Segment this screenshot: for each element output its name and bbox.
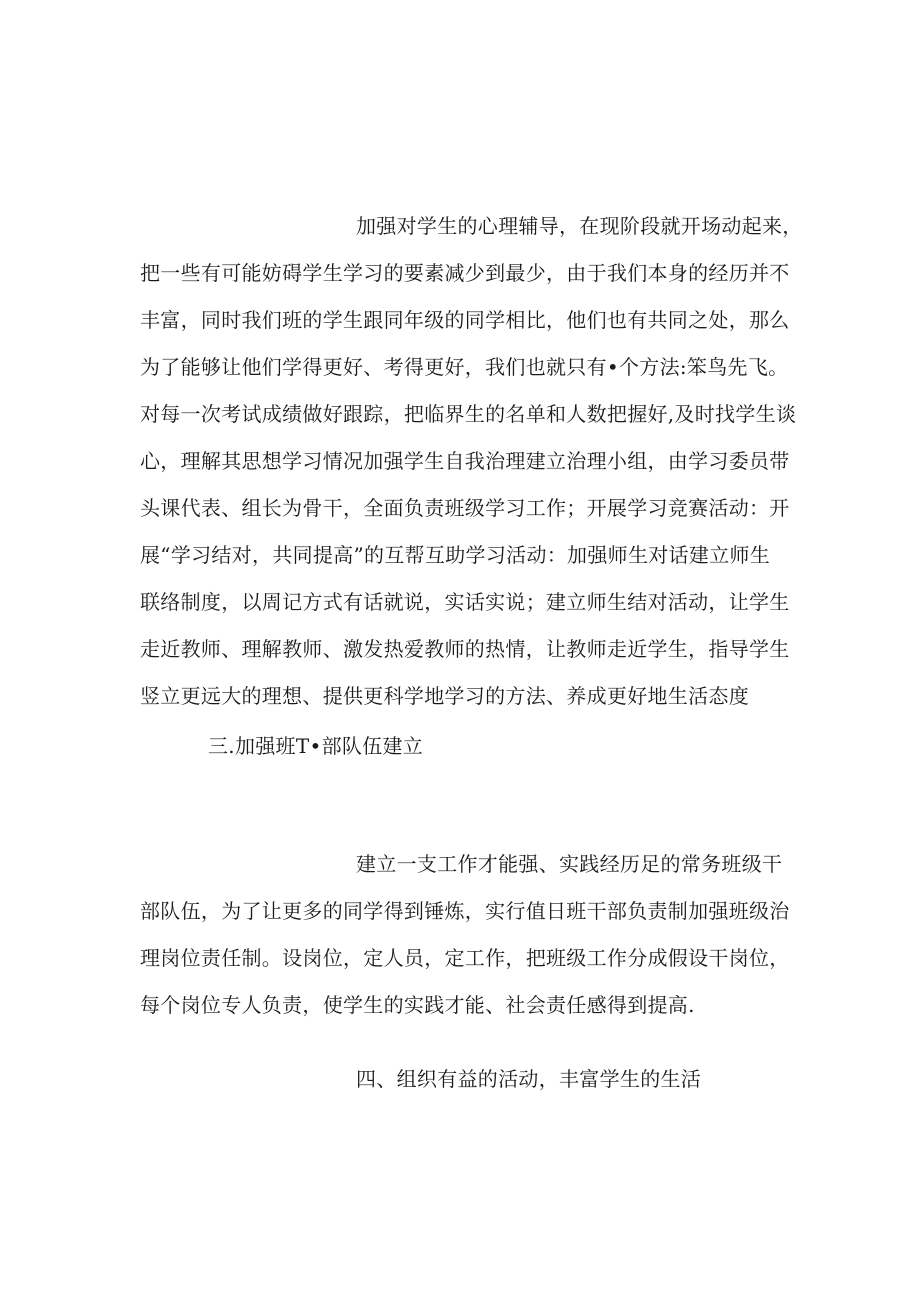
paragraph-1-line-6: 心，理解其思想学习情况加强学生自我治理建立治理小组，由学习委员带 [140, 449, 790, 473]
paragraph-2-line-2: 部队伍，为了让更多的同学得到锤炼，实行值日班干部负责制加强班级治 [140, 899, 790, 923]
paragraph-1-line-4: 为了能够让他们学得更好、考得更好，我们也就只有•个方法:笨鸟先飞。 [140, 355, 789, 379]
paragraph-1-line-7: 头课代表、组长为骨干，全面负责班级学习工作；开展学习竞赛活动：开 [140, 496, 790, 520]
paragraph-1-line-11: 竖立更远大的理想、提供更科学地学习的方法、养成更好地生活态度 [140, 684, 749, 708]
paragraph-1-line-8: 展“学习结对，共同提高”的互帮互助学习活动：加强师生对话建立师生 [140, 543, 771, 567]
paragraph-1-line-3: 丰富，同时我们班的学生跟同年级的同学相比，他们也有共同之处，那么 [140, 308, 790, 332]
paragraph-1-line-9: 联络制度，以周记方式有话就说，实话实说；建立师生结对活动，让学生 [140, 590, 790, 614]
paragraph-2-line-4: 每个岗位专人负责，使学生的实践才能、社会责任感得到提高. [140, 993, 695, 1017]
paragraph-1-line-1: 加强对学生的心理辅导，在现阶段就开场动起来， [356, 214, 803, 238]
section-heading-3: 三.加强班T•部队伍建立 [208, 734, 424, 758]
paragraph-1-line-2: 把一些有可能妨碍学生学习的要素减少到最少，由于我们本身的经历并不 [140, 261, 790, 285]
paragraph-1-line-10: 走近教师、理解教师、激发热爱教师的热情，让教师走近学生，指导学生 [140, 637, 790, 661]
paragraph-2-line-1: 建立一支工作才能强、实践经历足的常务班级干 [356, 852, 783, 876]
paragraph-2-line-3: 理岗位责任制。设岗位，定人员，定工作，把班级工作分成假设干岗位， [140, 946, 790, 970]
section-heading-4: 四、组织有益的活动，丰富学生的生活 [356, 1067, 702, 1091]
paragraph-1-line-5: 对每一次考试成绩做好跟踪，把临界生的名单和人数把握好,及时找学生谈 [140, 402, 797, 426]
